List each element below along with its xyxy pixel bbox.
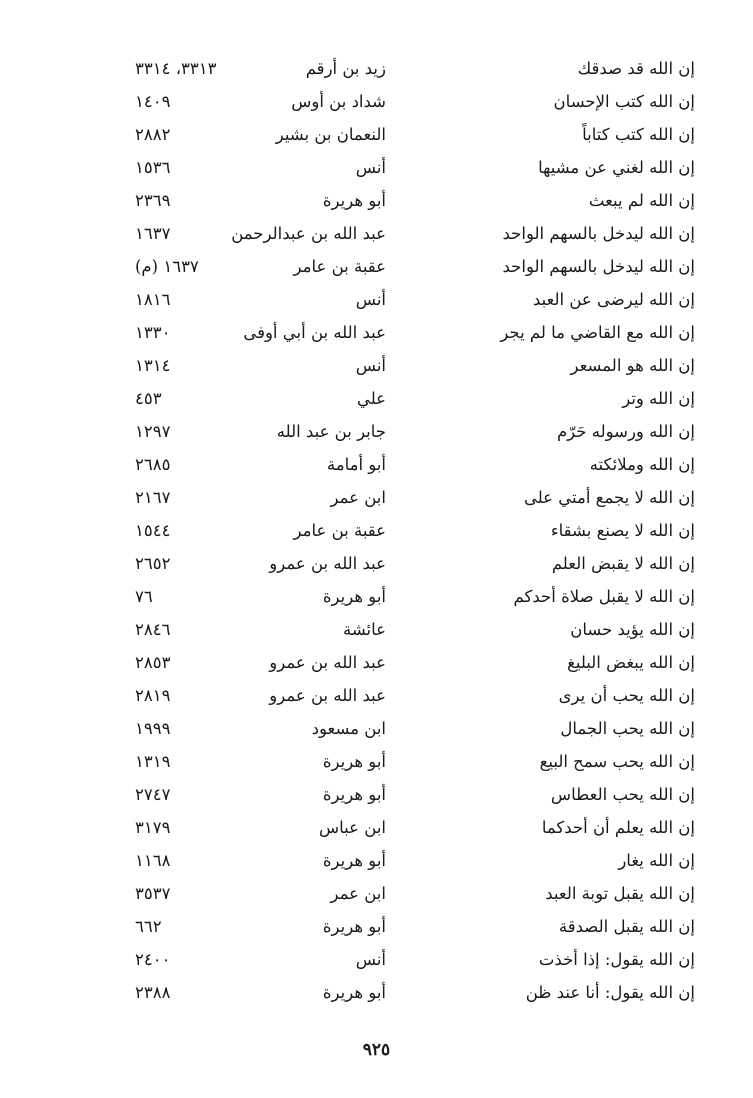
narrator-name: ابن عباس <box>319 818 386 837</box>
index-row <box>0 580 753 613</box>
narrator-name: أبو أمامة <box>326 455 386 474</box>
hadith-number: ١٣٣٠ <box>135 323 171 342</box>
index-row <box>0 382 753 415</box>
hadith-number: ١٦٣٧ <box>135 224 171 243</box>
hadith-number: ١٣١٤ <box>135 356 171 375</box>
hadith-number: ٢٣٨٨ <box>135 983 171 1002</box>
index-row <box>0 712 753 745</box>
hadith-incipit: إن الله لا يقبض العلم <box>551 554 695 573</box>
hadith-incipit: إن الله يحب أن يرى <box>558 686 695 705</box>
hadith-number: ٢٨١٩ <box>135 686 171 705</box>
hadith-number: ٢٤٠٠ <box>135 950 171 969</box>
index-row <box>0 778 753 811</box>
narrator-name: ابن مسعود <box>311 719 386 738</box>
hadith-number: ١٣١٩ <box>135 752 171 771</box>
index-row <box>0 349 753 382</box>
index-row <box>0 151 753 184</box>
hadith-number: ٢٨٨٢ <box>135 125 171 144</box>
hadith-incipit: إن الله وملائكته <box>589 455 695 474</box>
hadith-number: ٣٥٣٧ <box>135 884 171 903</box>
index-row <box>0 481 753 514</box>
hadith-incipit: إن الله لا يجمع أمتي على <box>523 488 695 507</box>
narrator-name: ابن عمر <box>330 884 386 903</box>
narrator-name: ابن عمر <box>330 488 386 507</box>
narrator-name: عبد الله بن عمرو <box>269 653 386 672</box>
hadith-number: ٢٣٦٩ <box>135 191 171 210</box>
hadith-incipit: إن الله مع القاضي ما لم يجر <box>500 323 695 342</box>
index-row <box>0 514 753 547</box>
narrator-name: شداد بن أوس <box>291 92 386 111</box>
hadith-incipit: إن الله كتب كتاباً <box>582 125 695 144</box>
hadith-number: ٢٧٤٧ <box>135 785 171 804</box>
narrator-name: علي <box>356 389 386 408</box>
hadith-incipit: إن الله ليدخل بالسهم الواحد <box>502 257 695 276</box>
index-row <box>0 415 753 448</box>
hadith-incipit: إن الله يحب العطاس <box>550 785 695 804</box>
index-row <box>0 646 753 679</box>
narrator-name: أبو هريرة <box>322 587 386 606</box>
narrator-name: زيد بن أرقم <box>305 59 386 78</box>
narrator-name: أبو هريرة <box>322 983 386 1002</box>
hadith-number: ٢٨٥٣ <box>135 653 171 672</box>
narrator-name: عبد الله بن عمرو <box>269 686 386 705</box>
index-row <box>0 448 753 481</box>
index-row <box>0 613 753 646</box>
narrator-name: عقبة بن عامر <box>293 521 386 540</box>
index-row <box>0 217 753 250</box>
narrator-name: أنس <box>355 950 386 969</box>
index-row <box>0 811 753 844</box>
hadith-number: ١٢٩٧ <box>135 422 171 441</box>
index-row <box>0 910 753 943</box>
index-row <box>0 316 753 349</box>
hadith-number: ٢١٦٧ <box>135 488 171 507</box>
index-row <box>0 283 753 316</box>
index-row <box>0 745 753 778</box>
hadith-incipit: إن الله ورسوله حَرّم <box>556 422 695 441</box>
narrator-name: أبو هريرة <box>322 917 386 936</box>
hadith-incipit: إن الله يؤيد حسان <box>570 620 695 639</box>
narrator-name: أبو هريرة <box>322 752 386 771</box>
index-row <box>0 52 753 85</box>
hadith-number: ٢٦٨٥ <box>135 455 171 474</box>
hadith-incipit: إن الله يقول: أنا عند ظن <box>525 983 695 1002</box>
index-row <box>0 844 753 877</box>
hadith-incipit: إن الله يقبل الصدقة <box>558 917 695 936</box>
hadith-incipit: إن الله كتب الإحسان <box>553 92 695 111</box>
narrator-name: النعمان بن بشير <box>275 125 386 144</box>
hadith-index-table <box>0 52 753 1009</box>
hadith-number: ٢٨٤٦ <box>135 620 171 639</box>
hadith-incipit: إن الله لم يبعث <box>588 191 695 210</box>
narrator-name: عبد الله بن أبي أوفى <box>243 323 386 342</box>
hadith-incipit: إن الله لا يقبل صلاة أحدكم <box>513 587 695 606</box>
narrator-name: عبد الله بن عمرو <box>269 554 386 573</box>
hadith-number: ٣١٧٩ <box>135 818 171 837</box>
narrator-name: أنس <box>355 356 386 375</box>
narrator-name: أنس <box>355 290 386 309</box>
hadith-incipit: إن الله يقول: إذا أخذت <box>538 950 695 969</box>
hadith-incipit: إن الله يحب سمح البيع <box>539 752 695 771</box>
index-row <box>0 943 753 976</box>
hadith-number: ٦٦٢ <box>135 917 162 936</box>
narrator-name: عقبة بن عامر <box>293 257 386 276</box>
hadith-incipit: إن الله قد صدقك <box>577 59 695 78</box>
hadith-number: ٢٦٥٢ <box>135 554 171 573</box>
hadith-incipit: إن الله يغار <box>618 851 695 870</box>
narrator-name: أبو هريرة <box>322 851 386 870</box>
hadith-incipit: إن الله ليرضى عن العبد <box>532 290 695 309</box>
hadith-incipit: إن الله وتر <box>622 389 695 408</box>
index-row <box>0 679 753 712</box>
narrator-name: جابر بن عبد الله <box>276 422 386 441</box>
hadith-number: ١٦٣٧ (م) <box>135 257 199 276</box>
index-row <box>0 976 753 1009</box>
hadith-number: ٣٣١٣، ٣٣١٤ <box>135 59 217 78</box>
hadith-number: ٧٦ <box>135 587 153 606</box>
hadith-incipit: إن الله يعلم أن أحدكما <box>541 818 695 837</box>
hadith-number: ١١٦٨ <box>135 851 171 870</box>
index-row <box>0 118 753 151</box>
index-row <box>0 250 753 283</box>
hadith-incipit: إن الله لا يصنع بشقاء <box>550 521 695 540</box>
index-row <box>0 547 753 580</box>
hadith-incipit: إن الله لغني عن مشيها <box>538 158 695 177</box>
hadith-number: ٤٥٣ <box>135 389 162 408</box>
hadith-number: ١٥٣٦ <box>135 158 171 177</box>
index-row <box>0 85 753 118</box>
hadith-number: ١٨١٦ <box>135 290 171 309</box>
narrator-name: أنس <box>355 158 386 177</box>
hadith-incipit: إن الله يحب الجمال <box>560 719 695 738</box>
hadith-incipit: إن الله يبغض البليغ <box>567 653 695 672</box>
hadith-number: ١٩٩٩ <box>135 719 171 738</box>
narrator-name: عائشة <box>342 620 386 639</box>
narrator-name: عبد الله بن عبدالرحمن <box>231 224 386 243</box>
hadith-number: ١٥٤٤ <box>135 521 171 540</box>
narrator-name: أبو هريرة <box>322 191 386 210</box>
hadith-number: ١٤٠٩ <box>135 92 171 111</box>
hadith-incipit: إن الله ليدخل بالسهم الواحد <box>502 224 695 243</box>
hadith-incipit: إن الله يقبل توبة العبد <box>545 884 695 903</box>
page-number: ٩٢٥ <box>362 1040 391 1060</box>
index-row <box>0 184 753 217</box>
index-row <box>0 877 753 910</box>
hadith-incipit: إن الله هو المسعر <box>570 356 695 375</box>
narrator-name: أبو هريرة <box>322 785 386 804</box>
